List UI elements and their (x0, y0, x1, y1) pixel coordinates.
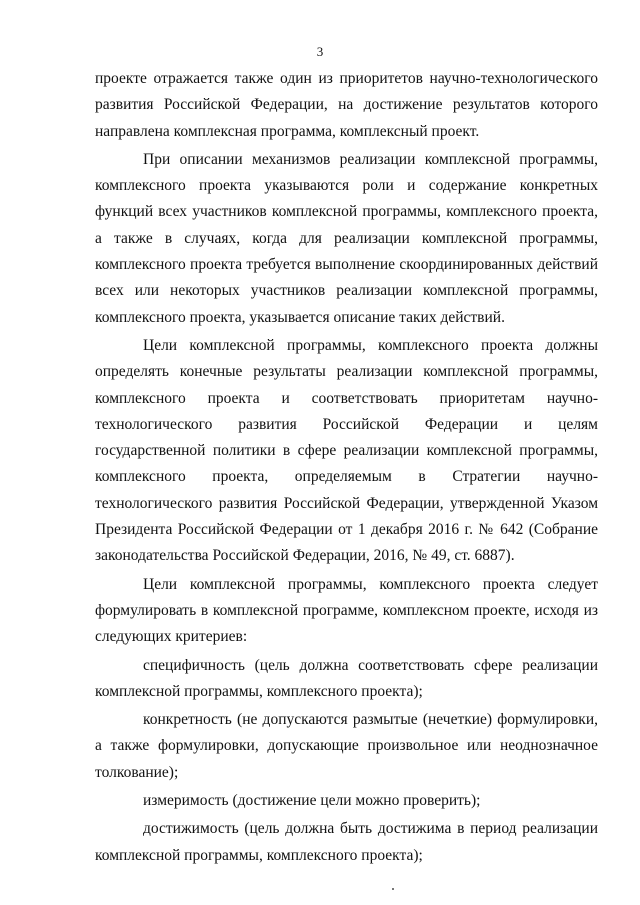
paragraph-goals-criteria: Цели комплексной программы, комплексного проекта следует формулировать в комплексной программе, комплексном проекте, исходя из следующих критериев: (95, 575, 598, 646)
document-body (95, 66, 598, 869)
criterion-achievability: достижимость (цель должна быть достижима в период реализации комплексной программы, комплексного проекта); (95, 820, 598, 864)
page-number: 3 (316, 44, 324, 59)
paragraph-continuation: проекте отражается также один из приоритетов научно-технологического развития Российской Федерации, на достижение результатов которого направлена комплексная программа, комплексный проект. (95, 70, 598, 140)
criterion-measurability: измеримость (достижение цели можно проверить); (143, 792, 481, 810)
criterion-specificity: специфичность (цель должна соответствовать сфере реализации комплексной программы, комплексного проекта); (95, 656, 598, 700)
paragraph-mechanisms: При описании механизмов реализации комплексной программы, комплексного проекта указываются роли и содержание конкретных функций всех участников комплексной программы, комплексного проекта, а также в случаях, когда для реализации комплексной программы, комплексного проекта требуется выполнение скоординированных действий всех или некоторых участников реализации комплексной программы, комплексного проекта, указывается описание таких действий. (95, 150, 598, 326)
scan-speck (392, 888, 394, 890)
paragraph-goals-results: Цели комплексной программы, комплексного проекта должны определять конечные результаты реализации комплексной программы, комплексного проекта и соответствовать приоритетам научно-технологического развития Российской Федерации и целям государственной политики в сфере реализации комплексной программы, комплексного проекта, определяемым в Стратегии научно-технологического развития Российской Федерации, утвержденной Указом Президента Российской Федерации от 1 декабря 2016 г. № 642 (Собрание законодательства Российской Федерации, 2016, № 49, ст. 6887). (95, 336, 598, 565)
criterion-concreteness: конкретность (не допускаются размытые (нечеткие) формулировки, а также формулировки, допускающие произвольное или неоднозначное толкование); (95, 711, 598, 781)
